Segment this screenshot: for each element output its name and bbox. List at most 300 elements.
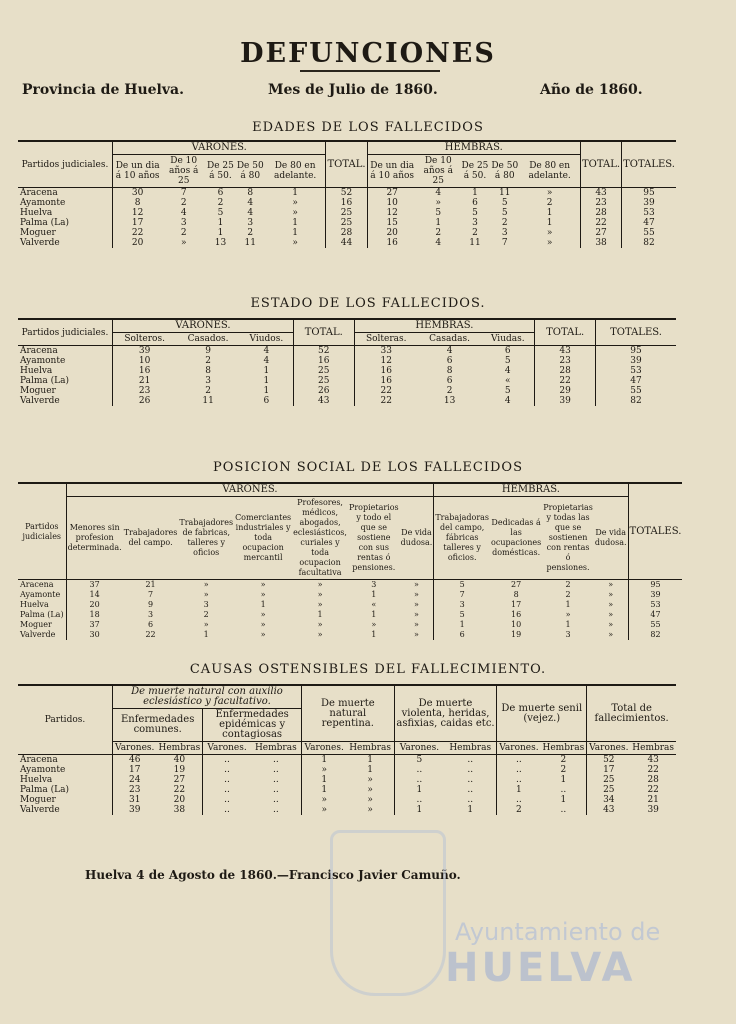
table-cell: 1 (565, 620, 571, 629)
table-cell: 5 (472, 208, 478, 218)
totales-header: TOTALES. (622, 141, 676, 188)
column-header: Varones. (497, 742, 541, 755)
table-cell: 2 (472, 228, 478, 238)
table-cell: 16 (367, 238, 417, 248)
table-cell: » (546, 228, 553, 238)
table-cell: 40 (173, 755, 186, 765)
hembras-header: HEMBRAS. (434, 483, 628, 497)
table-cell: .. (394, 765, 444, 775)
table-cell: 17 (587, 765, 631, 775)
ages-table (18, 140, 676, 248)
table-cell: » (367, 795, 373, 805)
table-cell: » (367, 785, 373, 795)
column-header: De un dia á 10 años (113, 155, 163, 188)
district-name: Moguer (20, 620, 52, 629)
senil-header: De muerte senil (vejez.) (497, 685, 587, 742)
table-cell: 25 (293, 376, 354, 386)
table-cell: » (608, 620, 614, 629)
table-row (18, 610, 682, 620)
posicion-table (18, 482, 682, 640)
table-cell: 21 (113, 376, 177, 386)
table-cell: » (414, 580, 419, 589)
table-cell: 21 (647, 795, 659, 805)
table-cell: » (317, 620, 323, 629)
column-header: De 10 años á 25 (417, 155, 460, 188)
district-name: Valverde (20, 805, 60, 815)
column-header: Hembras (156, 742, 202, 755)
table-row (18, 765, 676, 775)
table-cell: 28 (326, 228, 367, 238)
table-cell: 47 (628, 610, 682, 620)
column-header: Propietarias y todas las que se sostienen con rentas ó pensiones. (542, 497, 594, 580)
table-cell: 11 (469, 238, 481, 248)
table-cell: 25 (293, 366, 354, 376)
column-header: Varones. (394, 742, 444, 755)
epidem-header: Enfermedades epidémicas y contagiosas (203, 709, 302, 742)
table-cell: 26 (293, 386, 354, 396)
table-cell: 3 (472, 218, 478, 228)
table-cell: 38 (173, 805, 186, 815)
table-cell: 52 (326, 188, 367, 199)
table-cell: 7 (148, 590, 154, 599)
totales-header: TOTALES. (628, 483, 682, 580)
table-cell: » (260, 590, 266, 599)
table-row (18, 755, 676, 766)
table-cell: 1 (546, 218, 553, 228)
table-cell: 9 (148, 600, 154, 609)
column-header: Varones. (587, 742, 631, 755)
table-cell: .. (272, 755, 279, 765)
table-cell: 1 (394, 805, 444, 815)
table-cell: 1 (263, 386, 270, 396)
table-cell: » (203, 620, 209, 629)
table-cell: 1 (260, 600, 266, 609)
table-cell: 39 (628, 590, 682, 600)
table-cell: 3 (203, 600, 209, 609)
table-cell: 6 (148, 620, 154, 629)
table-cell: 1 (367, 755, 373, 765)
table-cell: 4 (435, 238, 442, 248)
watermark-line2: HUELVA (445, 945, 636, 991)
table-cell: 53 (596, 366, 676, 376)
table-row (18, 590, 682, 600)
table-cell: 39 (113, 346, 177, 357)
total-h-header: TOTAL. (581, 141, 622, 188)
table-cell: 19 (511, 630, 522, 639)
table-cell: » (546, 188, 553, 198)
hembras-header: HEMBRAS. (354, 319, 535, 333)
table-row (18, 386, 676, 396)
table-cell: » (292, 238, 298, 248)
table-cell: 4 (504, 396, 511, 406)
column-header: Dedicadas á las ocupaciones domésticas. (490, 497, 542, 580)
table-row (18, 785, 676, 795)
table-cell: 43 (647, 755, 659, 765)
ages-section-title: EDADES DE LOS FALLECIDOS (252, 120, 484, 135)
table-cell: 52 (587, 755, 631, 766)
table-cell: » (203, 580, 209, 589)
table-cell: 13 (443, 396, 456, 406)
column-header: Hembras (251, 742, 302, 755)
table-cell: » (435, 198, 441, 208)
table-cell: 5 (394, 755, 444, 766)
column-header: Hembras (541, 742, 587, 755)
table-row (18, 805, 676, 815)
table-cell: .. (467, 765, 474, 775)
table-cell: .. (203, 765, 251, 775)
table-cell: 1 (565, 600, 571, 609)
table-cell: 39 (535, 396, 596, 406)
table-cell: » (565, 610, 571, 619)
district-name: Valverde (20, 396, 60, 406)
district-name: Huelva (20, 775, 53, 785)
table-cell: 7 (501, 238, 508, 248)
table-cell: .. (272, 775, 279, 785)
table-cell: .. (497, 775, 541, 785)
table-cell: « (371, 600, 377, 609)
table-cell: 28 (647, 775, 659, 785)
table-cell: 22 (354, 396, 418, 406)
table-cell: 82 (622, 238, 676, 248)
table-cell: 2 (247, 228, 254, 238)
table-cell: 1 (434, 620, 490, 630)
table-cell: 12 (354, 356, 418, 366)
table-cell: 21 (145, 580, 156, 589)
table-cell: 55 (628, 620, 682, 630)
table-cell: 3 (247, 218, 254, 228)
table-cell: » (260, 610, 266, 619)
column-header: De vida dudosa. (400, 497, 434, 580)
column-header: De 80 en adelante. (265, 155, 326, 188)
table-cell: .. (497, 795, 541, 805)
table-cell: 1 (435, 218, 442, 228)
table-cell: 22 (581, 218, 622, 228)
table-cell: 3 (180, 218, 187, 228)
district-name: Aracena (20, 755, 58, 765)
table-cell: 1 (263, 366, 270, 376)
table-cell: » (292, 198, 298, 208)
table-cell: 53 (628, 600, 682, 610)
table-cell: 6 (504, 346, 511, 356)
district-name: Huelva (20, 208, 53, 218)
table-cell: 23 (535, 356, 596, 366)
column-header: Solteras. (354, 333, 418, 346)
table-cell: » (301, 805, 346, 815)
table-cell: 8 (247, 188, 254, 198)
table-cell: 6 (446, 356, 453, 366)
table-cell: 7 (180, 188, 187, 198)
table-cell: 10 (113, 356, 177, 366)
table-cell: 95 (622, 188, 676, 199)
table-cell: 95 (628, 580, 682, 591)
table-cell: 1 (301, 775, 346, 785)
district-name: Valverde (20, 238, 60, 248)
footer-signature: Huelva 4 de Agosto de 1860.—Francisco Javier Camuño. (85, 868, 461, 882)
table-cell: 6 (217, 188, 224, 198)
table-row (18, 356, 676, 366)
table-cell: » (203, 590, 209, 599)
table-cell: 2 (203, 610, 209, 619)
total-fallec-header: Total de fallecimientos. (587, 685, 676, 742)
causas-section-title: CAUSAS OSTENSIBLES DEL FALLECIMIENTO. (189, 662, 547, 677)
table-cell: 2 (217, 198, 224, 208)
table-cell: 1 (560, 775, 567, 785)
table-row (18, 208, 676, 218)
table-cell: 20 (367, 228, 417, 238)
table-cell: .. (467, 755, 474, 765)
district-name: Huelva (20, 600, 49, 609)
column-header: Varones. (301, 742, 346, 755)
violenta-header: De muerte violenta, heridas, asfixias, caidas etc. (394, 685, 497, 742)
table-cell: .. (272, 805, 279, 815)
table-cell: 5 (504, 356, 511, 366)
table-row (18, 396, 676, 406)
table-cell: 24 (113, 775, 157, 785)
table-cell: 1 (217, 228, 224, 238)
table-cell: 53 (622, 208, 676, 218)
table-cell: 7 (434, 590, 490, 600)
table-cell: 17 (113, 218, 163, 228)
table-cell: 20 (66, 600, 123, 610)
table-cell: 11 (499, 188, 511, 198)
title-ornament (300, 70, 440, 72)
table-cell: 9 (205, 346, 211, 356)
repentina-header: De muerte natural repentina. (301, 685, 394, 742)
table-cell: 20 (113, 238, 163, 248)
district-name: Ayamonte (20, 356, 66, 366)
column-header: Casadas. (418, 333, 481, 346)
column-header: Viudos. (240, 333, 294, 346)
table-cell: 39 (113, 805, 157, 815)
table-cell: 2 (446, 386, 453, 396)
table-cell: 8 (113, 198, 163, 208)
table-cell: 28 (581, 208, 622, 218)
table-cell: 11 (202, 396, 214, 406)
table-cell: 16 (354, 366, 418, 376)
table-cell: 12 (367, 208, 417, 218)
table-cell: » (260, 620, 266, 629)
table-cell: .. (467, 785, 474, 795)
table-cell: 29 (535, 386, 596, 396)
total-v-header: TOTAL. (326, 141, 367, 188)
table-cell: 1 (560, 795, 567, 805)
district-name: Palma (La) (20, 218, 70, 228)
total-v-header: TOTAL. (293, 319, 354, 346)
table-cell: .. (203, 785, 251, 795)
table-cell: 28 (535, 366, 596, 376)
table-cell: 39 (622, 198, 676, 208)
column-header: Trabajadores del campo. (123, 497, 179, 580)
table-cell: » (260, 580, 266, 589)
table-cell: 1 (497, 785, 541, 795)
column-header: Menores sin profesion determinada. (66, 497, 123, 580)
table-cell: 5 (504, 386, 511, 396)
column-header: De 80 en adelante. (519, 155, 580, 188)
table-cell: 25 (587, 775, 631, 785)
table-cell: 1 (371, 610, 377, 619)
table-cell: 6 (263, 396, 270, 406)
table-cell: 43 (581, 188, 622, 199)
table-cell: 4 (435, 188, 442, 198)
table-cell: « (505, 376, 511, 386)
district-name: Ayamonte (20, 198, 66, 208)
column-header: Profesores, médicos, abogados, eclesiásticos, curiales y toda ocupacion facultativa (292, 497, 348, 580)
table-cell: 6 (472, 198, 478, 208)
district-name: Palma (La) (20, 785, 70, 795)
table-cell: .. (497, 765, 541, 775)
table-cell: 30 (66, 630, 123, 640)
table-cell: 16 (354, 376, 418, 386)
hembras-header: HEMBRAS. (367, 141, 580, 155)
table-cell: 23 (113, 785, 157, 795)
table-cell: 27 (173, 775, 186, 785)
table-cell: » (301, 765, 346, 775)
table-cell: 8 (513, 590, 519, 599)
estado-section-title: ESTADO DE LOS FALLECIDOS. (250, 296, 486, 311)
table-row (18, 218, 676, 228)
year-label: Año de 1860. (540, 82, 643, 98)
district-header: Partidos. (18, 685, 113, 755)
district-name: Ayamonte (20, 765, 66, 775)
table-cell: 3 (434, 600, 490, 610)
column-header: Hembras (347, 742, 395, 755)
table-cell: 11 (244, 238, 256, 248)
district-name: Aracena (20, 580, 54, 589)
table-cell: .. (467, 795, 474, 805)
table-cell: 22 (173, 785, 186, 795)
table-cell: 2 (501, 218, 508, 228)
table-cell: 3 (565, 630, 571, 639)
table-row (18, 198, 676, 208)
table-cell: .. (203, 805, 251, 815)
watermark-line1: Ayuntamiento de (455, 918, 661, 946)
table-row (18, 238, 676, 248)
table-cell: 16 (326, 198, 367, 208)
table-cell: 27 (367, 188, 417, 199)
table-cell: .. (560, 785, 567, 795)
table-cell: .. (497, 755, 541, 766)
column-header: De vida dudosa. (594, 497, 628, 580)
table-cell: 1 (292, 228, 298, 238)
district-name: Aracena (20, 346, 58, 356)
table-cell: 5 (501, 198, 508, 208)
table-cell: 17 (113, 765, 157, 775)
table-row (18, 795, 676, 805)
table-cell: .. (272, 785, 279, 795)
district-name: Moguer (20, 795, 56, 805)
column-header: Viudas. (481, 333, 534, 346)
table-cell: 1 (263, 376, 270, 386)
table-cell: 2 (560, 765, 567, 775)
table-cell: .. (560, 805, 567, 815)
varones-header: VARONES. (113, 319, 294, 333)
table-cell: 1 (301, 755, 346, 766)
table-cell: 4 (247, 208, 254, 218)
table-cell: 10 (511, 620, 522, 629)
district-header: Partidos judiciales (18, 483, 66, 580)
table-cell: 16 (511, 610, 522, 619)
table-cell: 2 (435, 228, 442, 238)
district-name: Moguer (20, 386, 56, 396)
varones-header: VARONES. (113, 141, 326, 155)
causas-table (18, 684, 676, 815)
table-cell: » (317, 590, 323, 599)
table-cell: .. (394, 775, 444, 785)
table-cell: 27 (511, 580, 522, 589)
table-cell: 5 (435, 208, 442, 218)
table-cell: 47 (622, 218, 676, 228)
table-row (18, 775, 676, 785)
table-cell: 2 (560, 755, 567, 765)
table-cell: 6 (446, 376, 453, 386)
table-cell: » (317, 600, 323, 609)
column-header: Hembras (444, 742, 497, 755)
table-cell: 4 (180, 208, 187, 218)
table-cell: 37 (66, 580, 123, 591)
table-cell: 82 (596, 396, 676, 406)
table-cell: 1 (301, 785, 346, 795)
natural-group-header: De muerte natural con auxilio eclesiástico y facultativo. (113, 685, 302, 709)
table-cell: 10 (367, 198, 417, 208)
table-cell: 1 (292, 218, 298, 228)
table-cell: 5 (501, 208, 508, 218)
table-cell: 4 (263, 346, 270, 356)
table-cell: 16 (113, 366, 177, 376)
column-header: Hembras (632, 743, 675, 753)
table-cell: 26 (113, 396, 177, 406)
table-row (18, 630, 682, 640)
column-header: De 50 á 80 (490, 155, 519, 188)
table-cell: 3 (205, 376, 211, 386)
table-row (18, 346, 676, 357)
table-cell: 22 (145, 630, 156, 639)
column-header: Propietarios y todo el que se sostiene con sus rentas ó pensiones. (348, 497, 400, 580)
table-row (18, 376, 676, 386)
table-cell: 3 (371, 580, 377, 589)
table-cell: .. (467, 775, 474, 785)
table-cell: 25 (326, 218, 367, 228)
table-cell: 55 (596, 386, 676, 396)
table-cell: » (367, 775, 373, 785)
column-header: De 25 á 50. (460, 155, 491, 188)
totales-header: TOTALES. (596, 319, 676, 346)
table-cell: » (301, 795, 346, 805)
table-cell: » (546, 238, 553, 248)
table-cell: » (608, 600, 614, 609)
table-cell: 2 (180, 228, 187, 238)
table-cell: » (414, 620, 419, 629)
comunes-header: Enfermedades comunes. (113, 709, 203, 742)
table-cell: 17 (511, 600, 522, 609)
table-cell: 2 (565, 580, 571, 589)
district-name: Huelva (20, 366, 53, 376)
table-cell: 22 (647, 765, 659, 775)
page-title: DEFUNCIONES (240, 38, 496, 69)
total-h-header: TOTAL. (535, 319, 596, 346)
table-cell: 1 (546, 208, 553, 218)
table-cell: 2 (497, 805, 541, 815)
table-cell: » (317, 630, 323, 639)
table-cell: 1 (292, 188, 298, 198)
posicion-section-title: POSICION SOCIAL DE LOS FALLECIDOS (213, 460, 523, 475)
table-cell: » (292, 208, 298, 218)
table-cell: 55 (622, 228, 676, 238)
column-header: Solteros. (113, 333, 177, 346)
table-cell: 1 (371, 590, 377, 599)
table-cell: 1 (467, 805, 474, 815)
month-label: Mes de Julio de 1860. (268, 82, 438, 98)
column-header: Trabajadoras del campo, fábricas talleres y oficios. (434, 497, 490, 580)
